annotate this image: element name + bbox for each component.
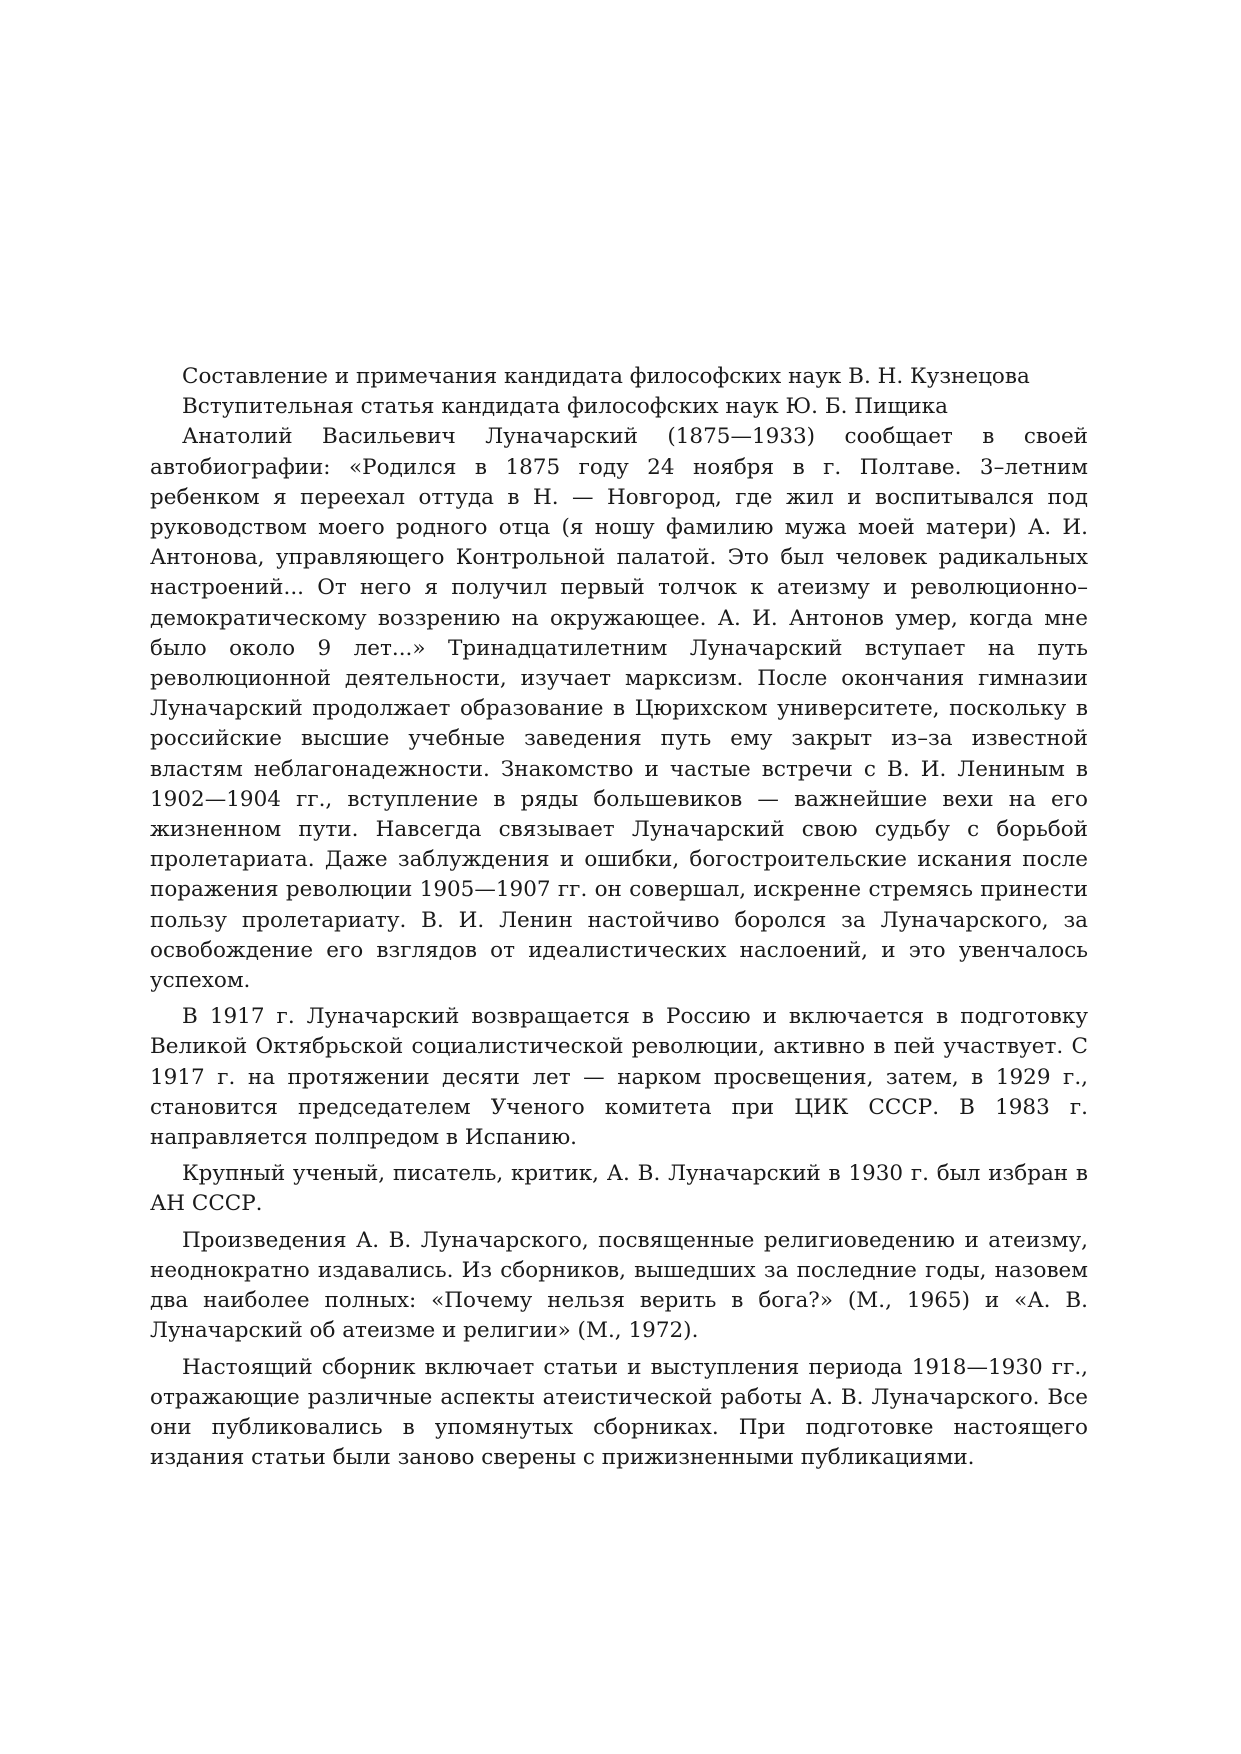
paragraph-academy: Крупный ученый, писатель, критик, А. В. Луначарский в 1930 г. был избран в АН СССР. [150,1161,1088,1217]
credit-compilation: Составление и примечания кандидата философских наук В. Н. Кузнецова [182,364,1030,389]
text-block [150,362,1088,1473]
credit-introduction: Вступительная статья кандидата философских наук Ю. Б. Пищика [182,394,948,420]
paragraph-works: Произведения А. В. Луначарского, посвященные религиоведению и атеизму, неоднократно издавались. Из сборников, вышедших за последние годы, назовем два наиболее полных: «Почему нельзя верить в бога?» (М., 1965) и «А. В. Луначарский об атеизме и религии» (М., 1972). [150,1227,1088,1344]
paragraph-biography: Анатолий Васильевич Луначарский (1875—1933) сообщает в своей автобиографии: «Родился в 1875 году 24 ноября в г. Полтаве. 3–летним ребенком я переехал оттуда в Н. — Новгород, где жил и воспитывался под руководством моего родного отца (я ношу фамилию мужа моей матери) А. И. Антонова, управляющего Контрольной палатой. Это был человек радикальных настроений... От него я получил первый толчок к атеизму и революционно–демократическому воззрению на окружающее. А. И. Антонов умер, когда мне было около 9 лет...» Тринадцатилетним Луначарский вступает на путь революционной деятельности, изучает марксизм. После окончания гимназии Луначарский продолжает образование в Цюрихском университете, поскольку в российские высшие учебные заведения путь ему закрыт из–за известной властям неблагонадежности. Знакомство и частые встречи с В. И. Лениным в 1902—1904 гг., вступление в ряды большевиков — важнейшие вехи на его жизненном пути. Навсегда связывает Луначарский свою судьбу с борьбой пролетариата. Даже заблуждения и ошибки, богостроительские искания после поражения революции 1905—1907 гг. он совершал, искренне стремясь принести пользу пролетариату. В. И. Ленин настойчиво боролся за Луначарского, за освобождение его взглядов от идеалистических наслоений, и это увенчалось успехом. [150,424,1088,994]
paragraph-revolution: В 1917 г. Луначарский возвращается в Россию и включается в подготовку Великой Октябрьской социалистической революции, активно в пей участвует. С 1917 г. на протяжении десяти лет — нарком просвещения, затем, в 1929 г., становится председателем Ученого комитета при ЦИК СССР. В 1983 г. направляется полпредом в Испанию. [150,1004,1088,1151]
paragraph-collection: Настоящий сборник включает статьи и выступления периода 1918—1930 гг., отражающие различные аспекты атеистической работы А. В. Луначарского. Все они публиковались в упомянутых сборниках. При подготовке настоящего издания статьи были заново сверены с прижизненными публикациями. [150,1354,1088,1471]
